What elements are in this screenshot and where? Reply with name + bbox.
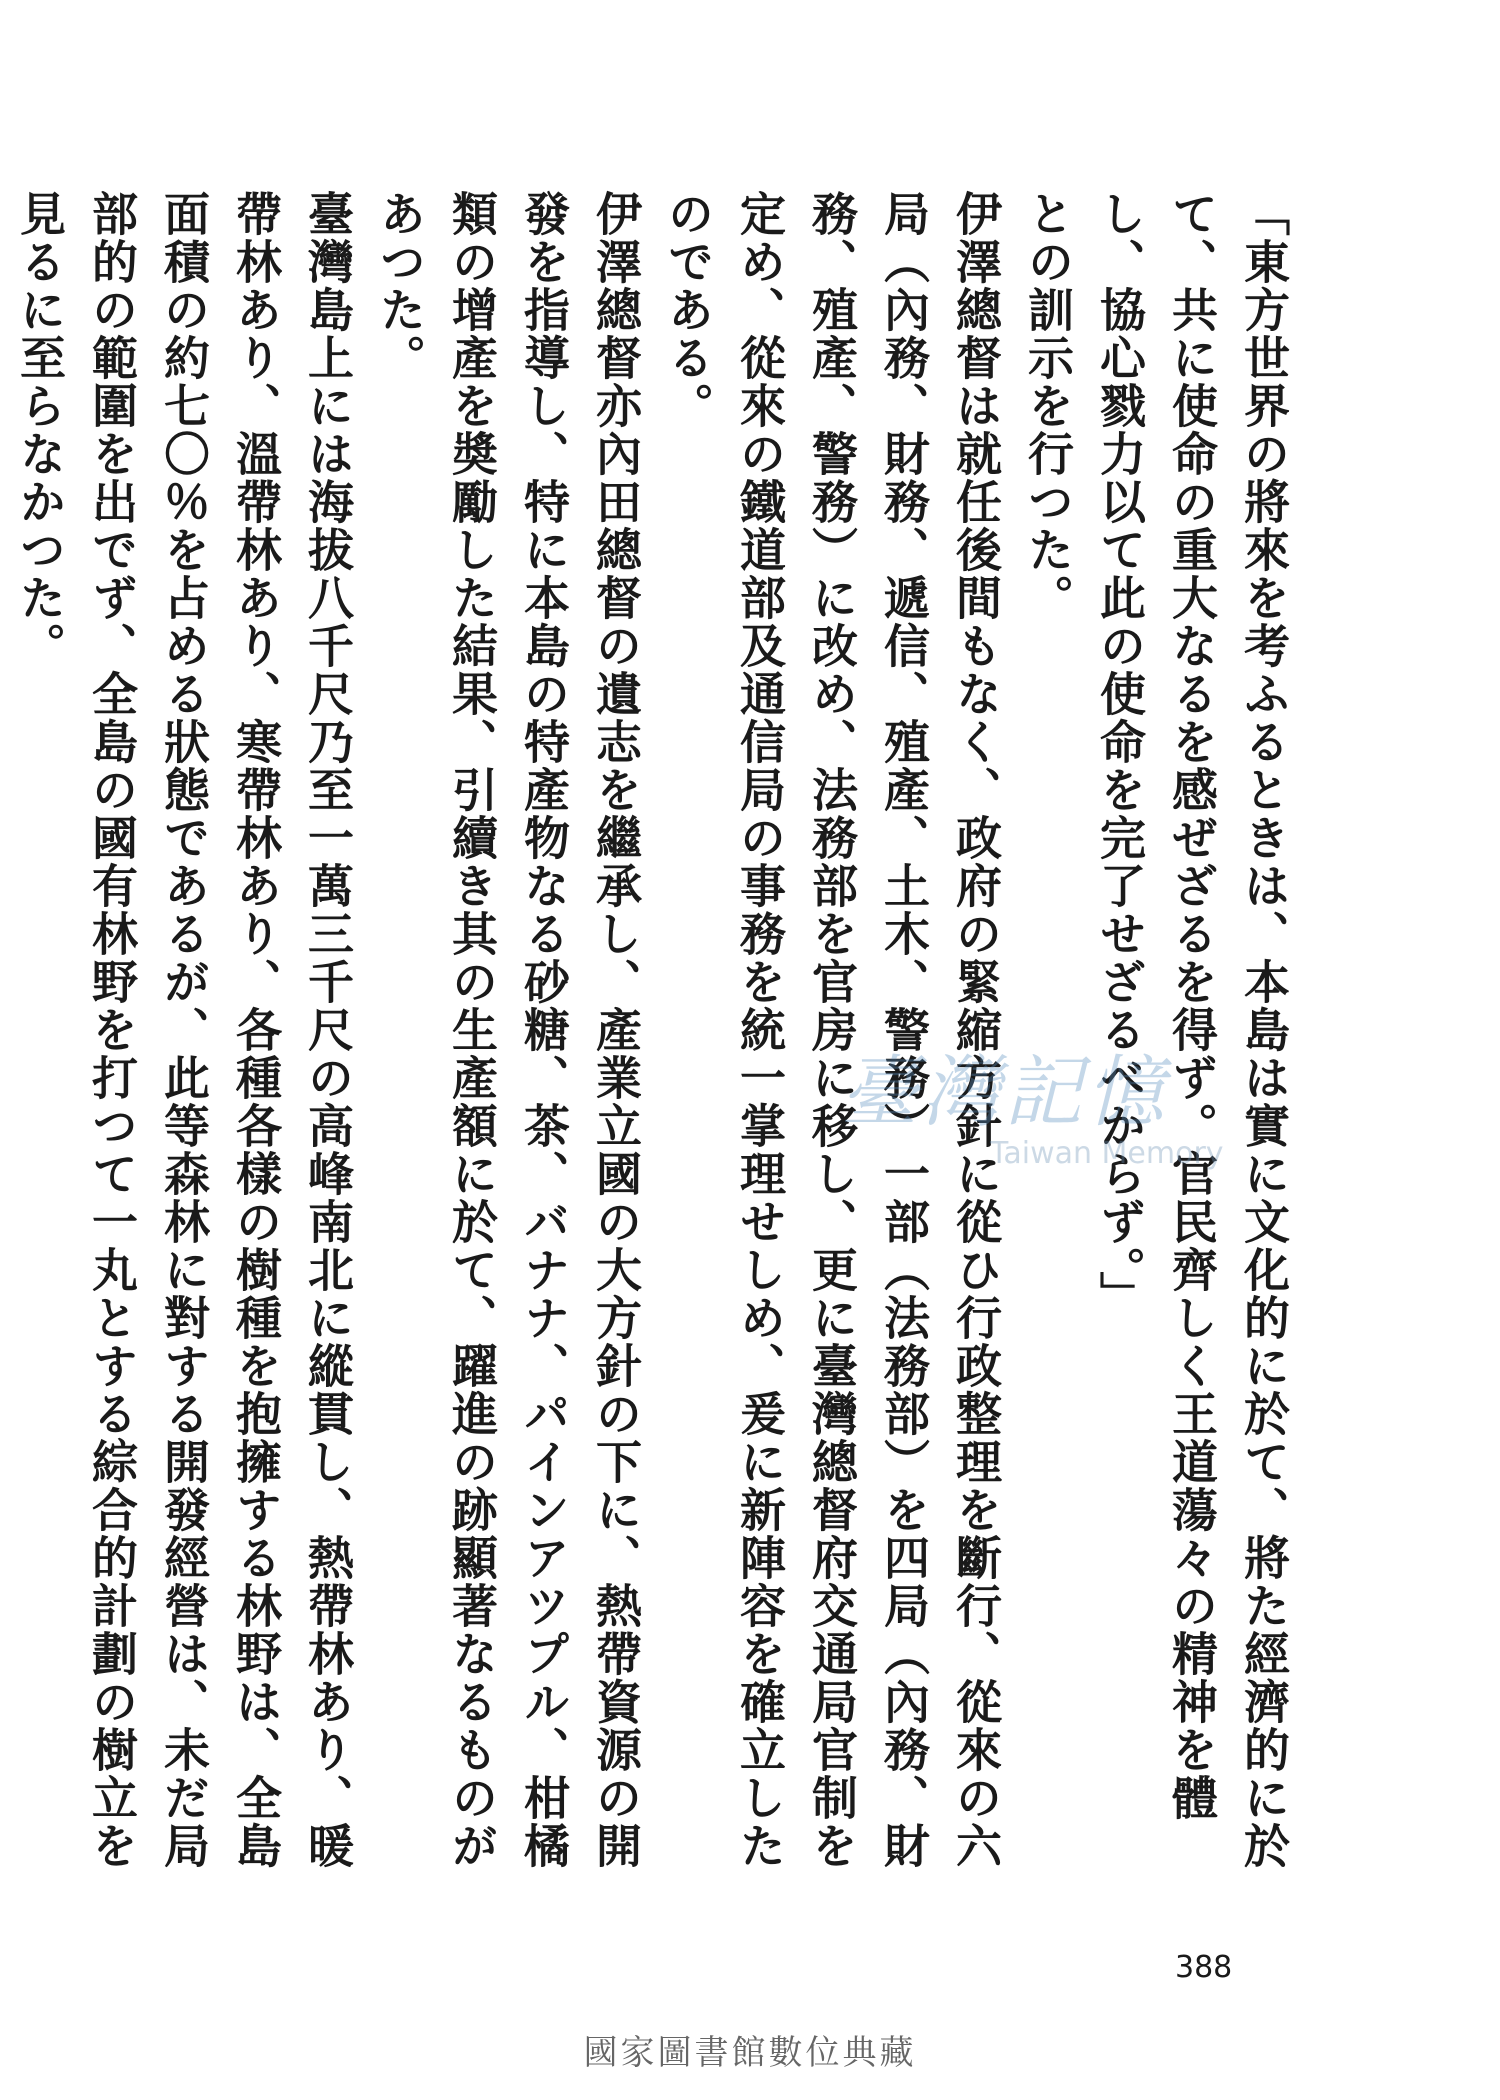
- paragraph: 伊澤總督亦內田總督の遺志を繼承し、產業立國の大方針の下に、熱帶資源の開發を指導し、特に本島の特產物なる砂糖、茶、バナナ、パインアツプル、柑橘類の增產を奬勵した結果、引續き其の生產額に於て、躍進の跡顯著なるものがあつた。: [373, 190, 643, 1870]
- watermark-logo: [840, 1030, 1224, 1190]
- paragraph: [0, 190, 4, 1880]
- paragraph: 「東方世界の將來を考ふるときは、本島は實に文化的に於て、將た經濟的に於て、共に使命の重大なるを感ぜざるを得ず。官民齊しく王道蕩々の精神を體し、協心戮力以て此の使命を完了せざるべからず。」: [1093, 190, 1291, 1870]
- page-number: 388: [1175, 1950, 1233, 1985]
- watermark-subtitle: Taiwan Memory: [990, 1136, 1224, 1171]
- paragraph: との訓示を行つた。: [1021, 190, 1075, 622]
- paragraph: 伊澤總督は就任後間もなく、政府の緊縮方針に從ひ行政整理を斷行、從來の六局（內務、財務、遞信、殖產、土木、警務）一部（法務部）を四局（內務、財務、殖產、警務）に改め、法務部を官房に移し、更に臺灣總督府交通局官制を定め、從來の鐵道部及通信局の事務を統一掌理せしめ、爰に新陣容を確立したのである。: [661, 190, 1003, 1870]
- footer-caption: 國家圖書館數位典藏: [583, 2033, 917, 2073]
- paragraph: 臺灣島上には海拔八千尺乃至一萬三千尺の高峰南北に縱貫し、熱帶林あり、暖帶林あり、溫帶林あり、寒帶林あり、各種各樣の樹種を抱擁する林野は、全島面積の約七〇％を占める狀態であるが、此等森林に對する開發經營は、未だ局部的の範圍を出でず、全島の國有林野を打つて一丸とする綜合的計劃の樹立を見るに至らなかつた。: [13, 190, 355, 1870]
- watermark-title: 臺灣記憶: [840, 1048, 1169, 1138]
